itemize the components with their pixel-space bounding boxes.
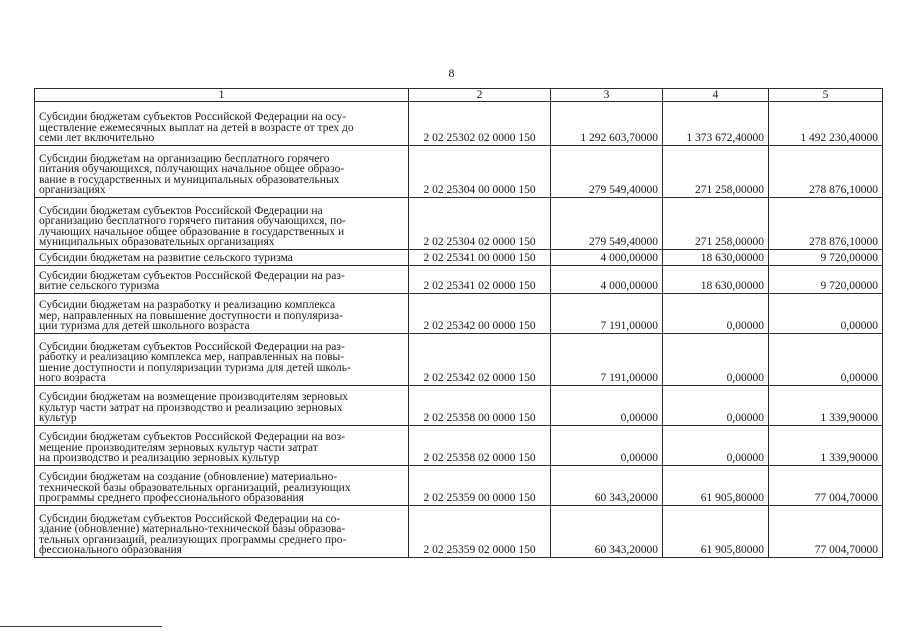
column-header: 4 — [663, 89, 769, 102]
budget-classification-code: 2 02 25359 02 0000 150 — [409, 506, 551, 558]
amount-column-3: 4 000,00000 — [551, 250, 663, 266]
revenue-description: Субсидии бюджетам на создание (обновление) материально- технической базы образовательных организаций, реализующих программы среднего профессионального образования — [35, 466, 409, 506]
budget-classification-code: 2 02 25304 02 0000 150 — [409, 198, 551, 250]
table-row — [35, 386, 883, 426]
amount-column-4: 0,00000 — [663, 334, 769, 386]
amount-column-5: 9 720,00000 — [769, 266, 883, 294]
amount-column-3: 60 343,20000 — [551, 506, 663, 558]
amount-column-4: 271 258,00000 — [663, 146, 769, 198]
revenue-description: Субсидии бюджетам субъектов Российской Федерации на со- здание (обновление) материально-технической базы образова- тельных организаций, реализующих программы среднего про- фессионального образования — [35, 506, 409, 558]
budget-classification-code: 2 02 25341 02 0000 150 — [409, 266, 551, 294]
revenue-description: Субсидии бюджетам субъектов Российской Федерации на раз- работку и реализацию комплекса мер, направленных на повы- шение доступности и популяризации туризма для детей школь- ного возраста — [35, 334, 409, 386]
revenue-description: Субсидии бюджетам на развитие сельского туризма — [35, 250, 409, 266]
amount-column-4: 0,00000 — [663, 426, 769, 466]
amount-column-5: 1 339,90000 — [769, 386, 883, 426]
amount-column-4: 0,00000 — [663, 386, 769, 426]
column-header: 2 — [409, 89, 551, 102]
table-row — [35, 266, 883, 294]
amount-column-5: 0,00000 — [769, 294, 883, 334]
amount-column-4: 61 905,80000 — [663, 466, 769, 506]
amount-column-4: 61 905,80000 — [663, 506, 769, 558]
budget-revenue-table — [34, 88, 883, 558]
table-row — [35, 146, 883, 198]
amount-column-3: 1 292 603,70000 — [551, 102, 663, 146]
amount-column-4: 0,00000 — [663, 294, 769, 334]
footnote-separator-line — [0, 626, 162, 627]
amount-column-4: 271 258,00000 — [663, 198, 769, 250]
amount-column-3: 7 191,00000 — [551, 294, 663, 334]
amount-column-5: 278 876,10000 — [769, 146, 883, 198]
revenue-description: Субсидии бюджетам субъектов Российской Федерации на осу- ществление ежемесячных выплат на детей в возрасте от трех до семи лет включительно — [35, 102, 409, 146]
budget-classification-code: 2 02 25342 02 0000 150 — [409, 334, 551, 386]
amount-column-5: 77 004,70000 — [769, 506, 883, 558]
amount-column-3: 7 191,00000 — [551, 334, 663, 386]
budget-classification-code: 2 02 25342 00 0000 150 — [409, 294, 551, 334]
table-row — [35, 198, 883, 250]
revenue-description: Субсидии бюджетам на разработку и реализацию комплекса мер, направленных на повышение доступности и популяриза- ции туризма для детей школьного возраста — [35, 294, 409, 334]
amount-column-5: 9 720,00000 — [769, 250, 883, 266]
revenue-description: Субсидии бюджетам субъектов Российской Федерации на раз- витие сельского туризма — [35, 266, 409, 294]
table-row — [35, 466, 883, 506]
table-row — [35, 250, 883, 266]
amount-column-3: 0,00000 — [551, 386, 663, 426]
budget-classification-code: 2 02 25304 00 0000 150 — [409, 146, 551, 198]
amount-column-5: 77 004,70000 — [769, 466, 883, 506]
amount-column-5: 1 492 230,40000 — [769, 102, 883, 146]
page-number: 8 — [448, 66, 455, 80]
amount-column-3: 279 549,40000 — [551, 198, 663, 250]
amount-column-3: 4 000,00000 — [551, 266, 663, 294]
amount-column-5: 1 339,90000 — [769, 426, 883, 466]
budget-classification-code: 2 02 25341 00 0000 150 — [409, 250, 551, 266]
column-header: 5 — [769, 89, 883, 102]
table-row — [35, 506, 883, 558]
table-header-row — [35, 89, 883, 102]
budget-classification-code: 2 02 25359 00 0000 150 — [409, 466, 551, 506]
amount-column-3: 0,00000 — [551, 426, 663, 466]
amount-column-4: 18 630,00000 — [663, 266, 769, 294]
revenue-description: Субсидии бюджетам на организацию бесплатного горячего питания обучающихся, получающих начальное общее образо- вание в государственных и муниципальных образовательных организациях — [35, 146, 409, 198]
table-row — [35, 102, 883, 146]
amount-column-3: 279 549,40000 — [551, 146, 663, 198]
amount-column-4: 18 630,00000 — [663, 250, 769, 266]
table-row — [35, 426, 883, 466]
amount-column-5: 278 876,10000 — [769, 198, 883, 250]
amount-column-4: 1 373 672,40000 — [663, 102, 769, 146]
amount-column-5: 0,00000 — [769, 334, 883, 386]
column-header: 1 — [35, 89, 409, 102]
budget-classification-code: 2 02 25358 00 0000 150 — [409, 386, 551, 426]
revenue-description: Субсидии бюджетам субъектов Российской Федерации на воз- мещение производителям зерновых культур части затрат на производство и реализацию зерновых культур — [35, 426, 409, 466]
amount-column-3: 60 343,20000 — [551, 466, 663, 506]
revenue-description: Субсидии бюджетам субъектов Российской Федерации на организацию бесплатного горячего питания обучающихся, по- лучающих начальное общее образование в государственных и муниципальных образовательных организациях — [35, 198, 409, 250]
column-header: 3 — [551, 89, 663, 102]
table-row — [35, 334, 883, 386]
table-row — [35, 294, 883, 334]
budget-classification-code: 2 02 25358 02 0000 150 — [409, 426, 551, 466]
revenue-description: Субсидии бюджетам на возмещение производителям зерновых культур части затрат на производство и реализацию зерновых культур — [35, 386, 409, 426]
budget-classification-code: 2 02 25302 02 0000 150 — [409, 102, 551, 146]
